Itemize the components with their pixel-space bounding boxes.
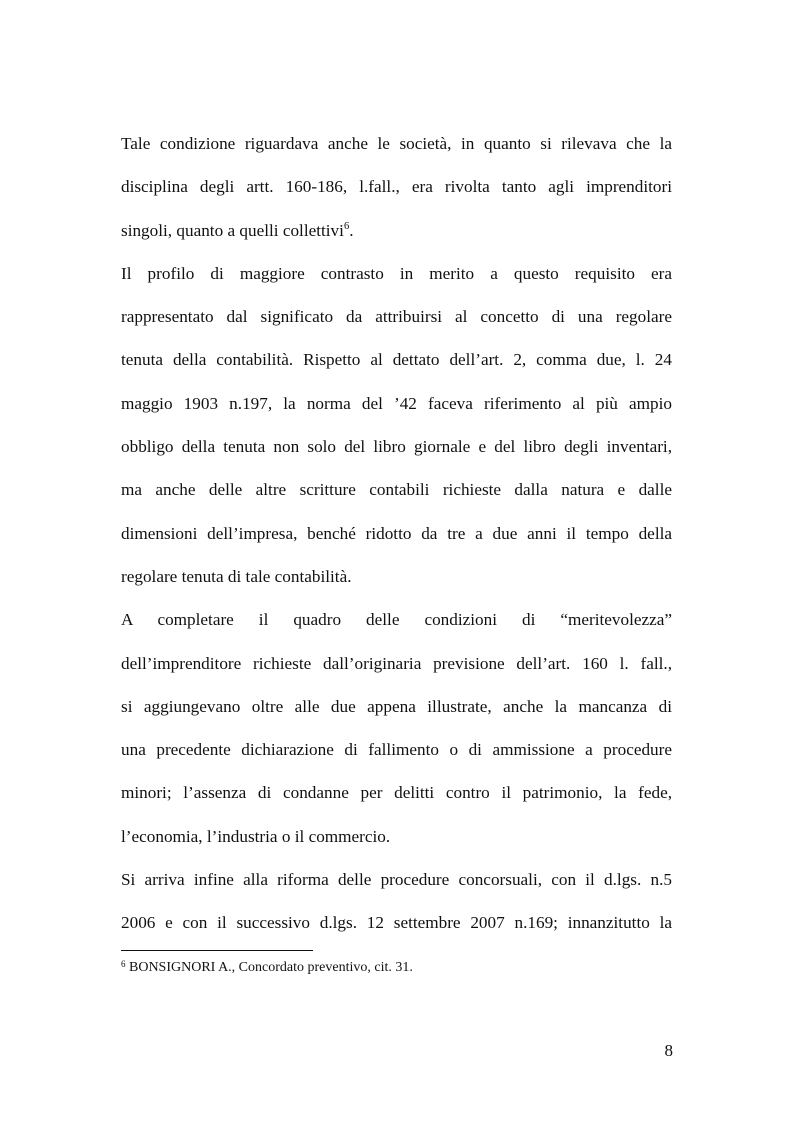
text-line: l’economia, l’industria o il commercio. (121, 826, 391, 846)
text-line: 2006 e con il successivo d.lgs. 12 settembre 2007 n.169; innanzitutto la (121, 913, 672, 933)
text-line: si aggiungevano oltre alle due appena illustrate, anche la mancanza di (121, 696, 672, 716)
footnote-separator (121, 950, 313, 951)
text-line: Si arriva infine alla riforma delle procedure concorsuali, con il d.lgs. n.5 (121, 870, 672, 890)
text-line: dell’imprenditore richieste dall’originaria previsione dell’art. 160 l. fall., (121, 653, 672, 673)
text-line: Il profilo di maggiore contrasto in merito a questo requisito era (121, 263, 672, 283)
page-number: 8 (664, 1041, 673, 1060)
text-line: regolare tenuta di tale contabilità. (121, 566, 352, 586)
text-line-punctuation: . (349, 220, 354, 240)
text-line: ma anche delle altre scritture contabili richieste dalla natura e dalle (121, 480, 672, 500)
body-text (121, 128, 672, 951)
footnote-marker: 6 (121, 959, 126, 969)
text-line: disciplina degli artt. 160-186, l.fall., era rivolta tanto agli imprenditori (121, 177, 672, 197)
text-line: una precedente dichiarazione di fallimento o di ammissione a procedure (121, 740, 672, 760)
text-line: minori; l’assenza di condanne per delitti contro il patrimonio, la fede, (121, 783, 672, 803)
text-line: rappresentato dal significato da attribuirsi al concetto di una regolare (121, 307, 672, 327)
text-line: dimensioni dell’impresa, benché ridotto da tre a due anni il tempo della (121, 523, 672, 543)
text-line: tenuta della contabilità. Rispetto al dettato dell’art. 2, comma due, l. 24 (121, 350, 672, 370)
text-line: Tale condizione riguardava anche le società, in quanto si rilevava che la (121, 134, 672, 153)
footnote-text: BONSIGNORI A., Concordato preventivo, cit. 31. (125, 960, 413, 975)
footnote-reference[interactable]: 6 (343, 220, 350, 232)
footnote (121, 958, 413, 978)
text-line: A completare il quadro delle condizioni di “meritevolezza” (121, 610, 672, 630)
text-line (121, 215, 672, 258)
text-line: obbligo della tenuta non solo del libro giornale e del libro degli inventari, (121, 437, 672, 457)
text-line-content: singoli, quanto a quelli collettivi (121, 220, 344, 240)
text-line: maggio 1903 n.197, la norma del ’42 faceva riferimento al più ampio (121, 393, 672, 413)
